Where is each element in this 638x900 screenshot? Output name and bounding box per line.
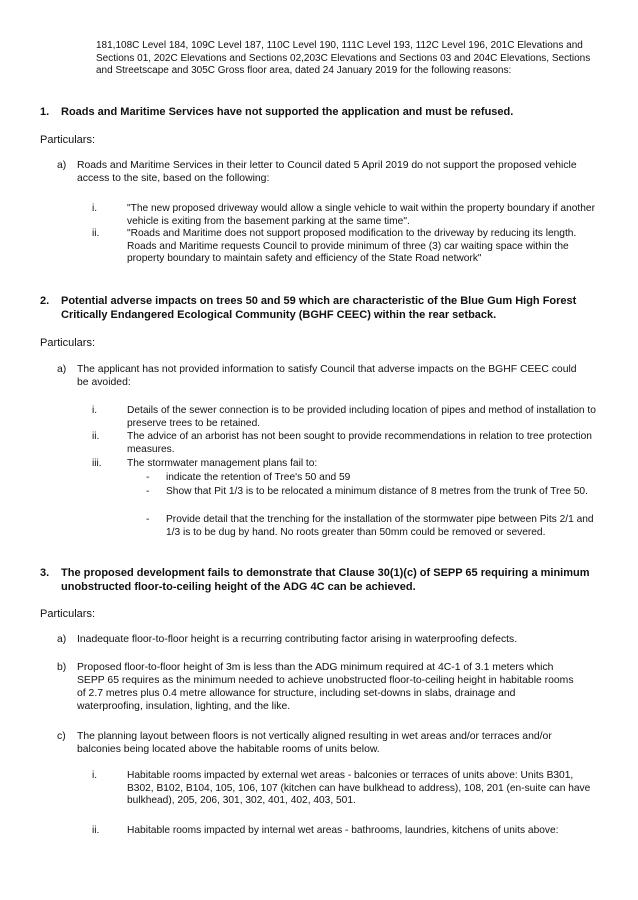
reason-number: 2. bbox=[40, 295, 50, 307]
item-text: Proposed floor-to-floor height of 3m is less than the ADG minimum required at 4C-1 of 3.1 meters which SEPP 65 requires as the minimum needed to achieve unobstructed floor-to-ceiling height in habitable rooms of 2.7 metres plus 0.4 metre allowance for structure, including set-downs in slabs, drainage and waterproofing, insulation, lighting, and the like. bbox=[77, 662, 574, 712]
sub-item-text: "Roads and Maritime does not support proposed modification to the driveway by reducing its length. Roads and Maritime requests Council to provide minimum of three (3) car waiting space within the property boundary to maintain safety and efficiency of the State Road network" bbox=[127, 228, 577, 264]
bullet-text: Provide detail that the trenching for the installation of the stormwater pipe between Pits 2/1 and 1/3 is to be dug by hand. No roots greater than 50mm could be removed or severed. bbox=[166, 514, 594, 538]
bullet-marker: - bbox=[146, 472, 150, 483]
reason-number: 3. bbox=[40, 567, 50, 579]
bullet-marker: - bbox=[146, 486, 150, 497]
sub-item-text: "The new proposed driveway would allow a single vehicle to wait within the property boundary if another vehicle is exiting from the basement parking at the same time". bbox=[127, 203, 595, 227]
sub-item-marker: ii. bbox=[92, 431, 100, 442]
sub-item-text: Habitable rooms impacted by external wet areas - balconies or terraces of units above: Units B301, B302, B102, B104, 105, 106, 107 (kitchen can have bulkhead to address), 108, 201 (en-suite can have bulkhead), 205, 206, 301, 302, 401, 402, 403, 501. bbox=[127, 770, 591, 806]
sub-item-marker: ii. bbox=[92, 228, 100, 239]
item-text: The applicant has not provided information to satisfy Council that adverse impacts on the BGHF CEEC could be avoided: bbox=[77, 364, 577, 388]
bullet-marker: - bbox=[146, 514, 150, 525]
sub-item-marker: iii. bbox=[92, 458, 102, 469]
reason-heading-text: Roads and Maritime Services have not supported the application and must be refused. bbox=[61, 106, 514, 118]
bullet-text: Show that Pit 1/3 is to be relocated a minimum distance of 8 metres from the trunk of Tree 50. bbox=[166, 486, 588, 497]
particulars-label: Particulars: bbox=[40, 337, 96, 349]
item-marker: c) bbox=[57, 731, 66, 742]
reason-heading-text: The proposed development fails to demonstrate that Clause 30(1)(c) of SEPP 65 requiring a minimum unobstructed floor-to-ceiling height of the ADG 4C can be achieved. bbox=[61, 567, 590, 593]
particulars-label: Particulars: bbox=[40, 134, 96, 146]
particulars-label: Particulars: bbox=[40, 608, 96, 620]
sub-item-text: Habitable rooms impacted by internal wet areas - bathrooms, laundries, kitchens of units above: bbox=[127, 825, 559, 836]
item-text: The planning layout between floors is not vertically aligned resulting in wet areas and/or terraces and/or balconies being located above the habitable rooms of units below. bbox=[77, 731, 552, 755]
reason-heading-text: Potential adverse impacts on trees 50 and 59 which are characteristic of the Blue Gum High Forest Critically Endangered Ecological Community (BGHF CEEC) within the rear setback. bbox=[61, 295, 577, 321]
sub-item-marker: i. bbox=[92, 770, 98, 781]
sub-item-marker: i. bbox=[92, 203, 98, 214]
sub-item-text: The stormwater management plans fail to: bbox=[127, 458, 318, 469]
item-marker: a) bbox=[57, 634, 67, 645]
reason-number: 1. bbox=[40, 106, 50, 118]
item-text: Inadequate floor-to-floor height is a recurring contributing factor arising in waterproofing defects. bbox=[77, 634, 518, 645]
sub-item-text: Details of the sewer connection is to be provided including location of pipes and method of installation to preserve trees to be retained. bbox=[127, 405, 596, 429]
item-text: Roads and Maritime Services in their letter to Council dated 5 April 2019 do not support the proposed vehicle access to the site, based on the following: bbox=[77, 160, 577, 184]
sub-item-marker: ii. bbox=[92, 825, 100, 836]
sub-item-text: The advice of an arborist has not been sought to provide recommendations in relation to tree protection measures. bbox=[127, 431, 592, 455]
item-marker: a) bbox=[57, 364, 67, 375]
item-marker: b) bbox=[57, 662, 67, 673]
sub-item-marker: i. bbox=[92, 405, 98, 416]
bullet-text: indicate the retention of Tree's 50 and 59 bbox=[166, 472, 351, 483]
item-marker: a) bbox=[57, 160, 67, 171]
intro-paragraph: 181,108C Level 184, 109C Level 187, 110C Level 190, 111C Level 193, 112C Level 196, 201C Elevations and Sections 01, 202C Elevations and Sections 02,203C Elevations and Sections 03 and 204C Elevations, Sections and Streetscape and 305C Gross floor area, dated 24 January 2019 for the following reasons: bbox=[96, 40, 591, 76]
